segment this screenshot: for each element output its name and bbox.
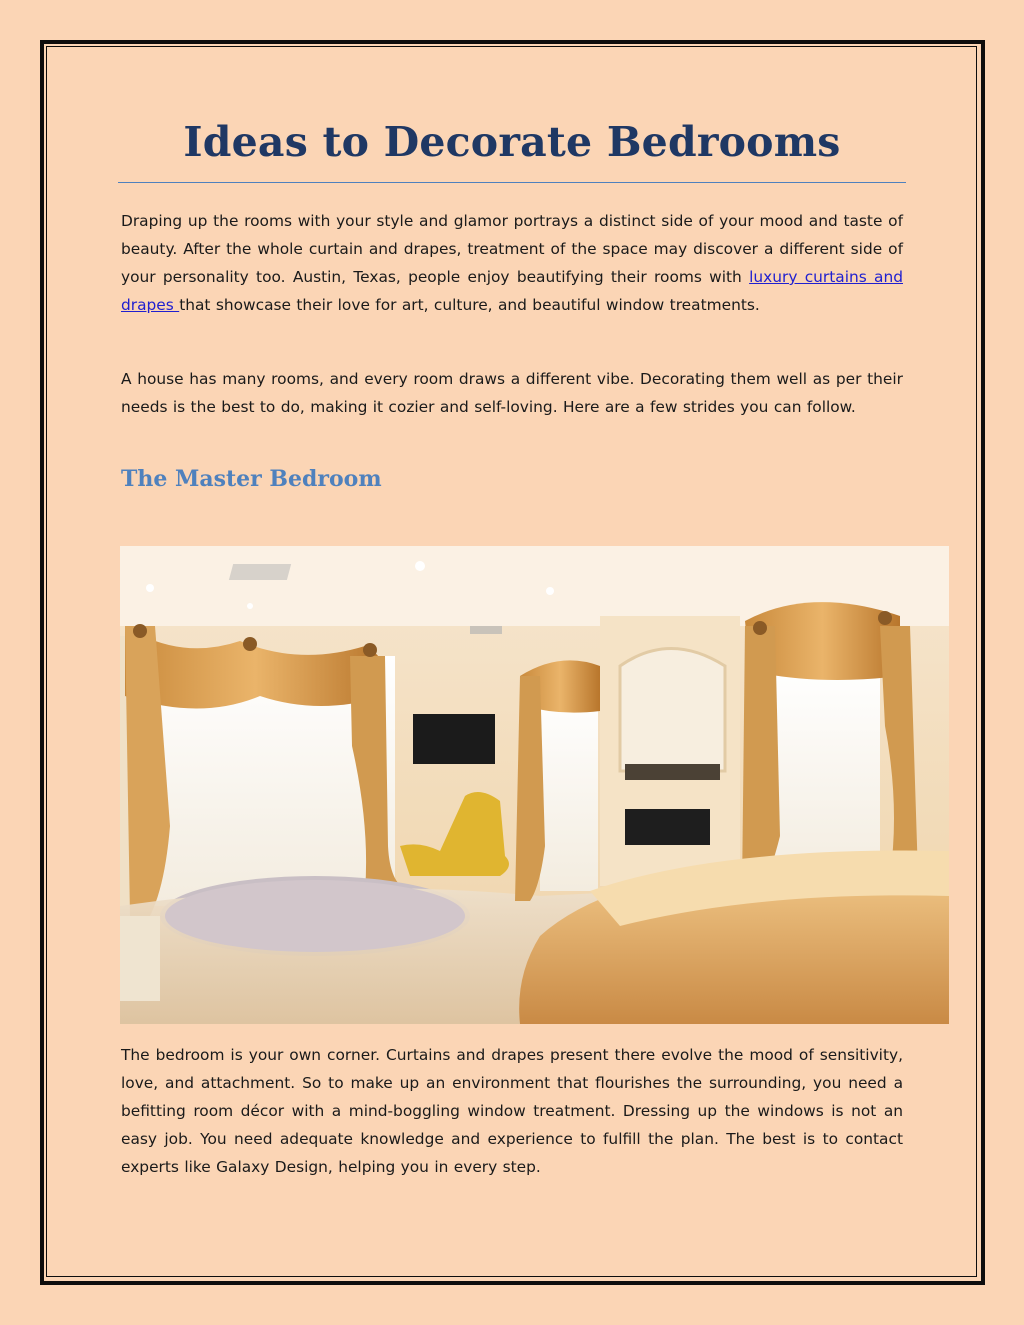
title-underline [118,182,906,183]
intro-text-end: that showcase their love for art, culture, and beautiful window treatments. [179,296,760,314]
document-title: Ideas to Decorate Bedrooms [183,118,841,166]
intro-text-start: Draping up the rooms with your style and glamor portrays a distinct side of your mood and taste of beauty. After the whole curtain and drapes, treatment of the space may discover a different side of your personality too. Austin, Texas, people enjoy beautifying their rooms with [121,212,903,286]
bedroom-paragraph: The bedroom is your own corner. Curtains and drapes present there evolve the mood of sensitivity, love, and attachment. So to make up an environment that flourishes the surrounding, you need a befitting room décor with a mind-boggling window treatment. Dressing up the windows is not an easy job. You need adequate knowledge and experience to fulfill the plan. The best is to contact experts like Galaxy Design, helping you in every step. [121,1046,903,1176]
section-heading-master-bedroom: The Master Bedroom [121,466,382,492]
rooms-paragraph: A house has many rooms, and every room draws a different vibe. Decorating them well as per their needs is the best to do, making it cozier and self-loving. Here are a few strides you can follow. [121,370,903,416]
luxury-curtains-link[interactable]: luxury curtains and drapes [121,268,903,314]
master-bedroom-photo [120,546,949,1024]
intro-paragraph [121,207,903,319]
